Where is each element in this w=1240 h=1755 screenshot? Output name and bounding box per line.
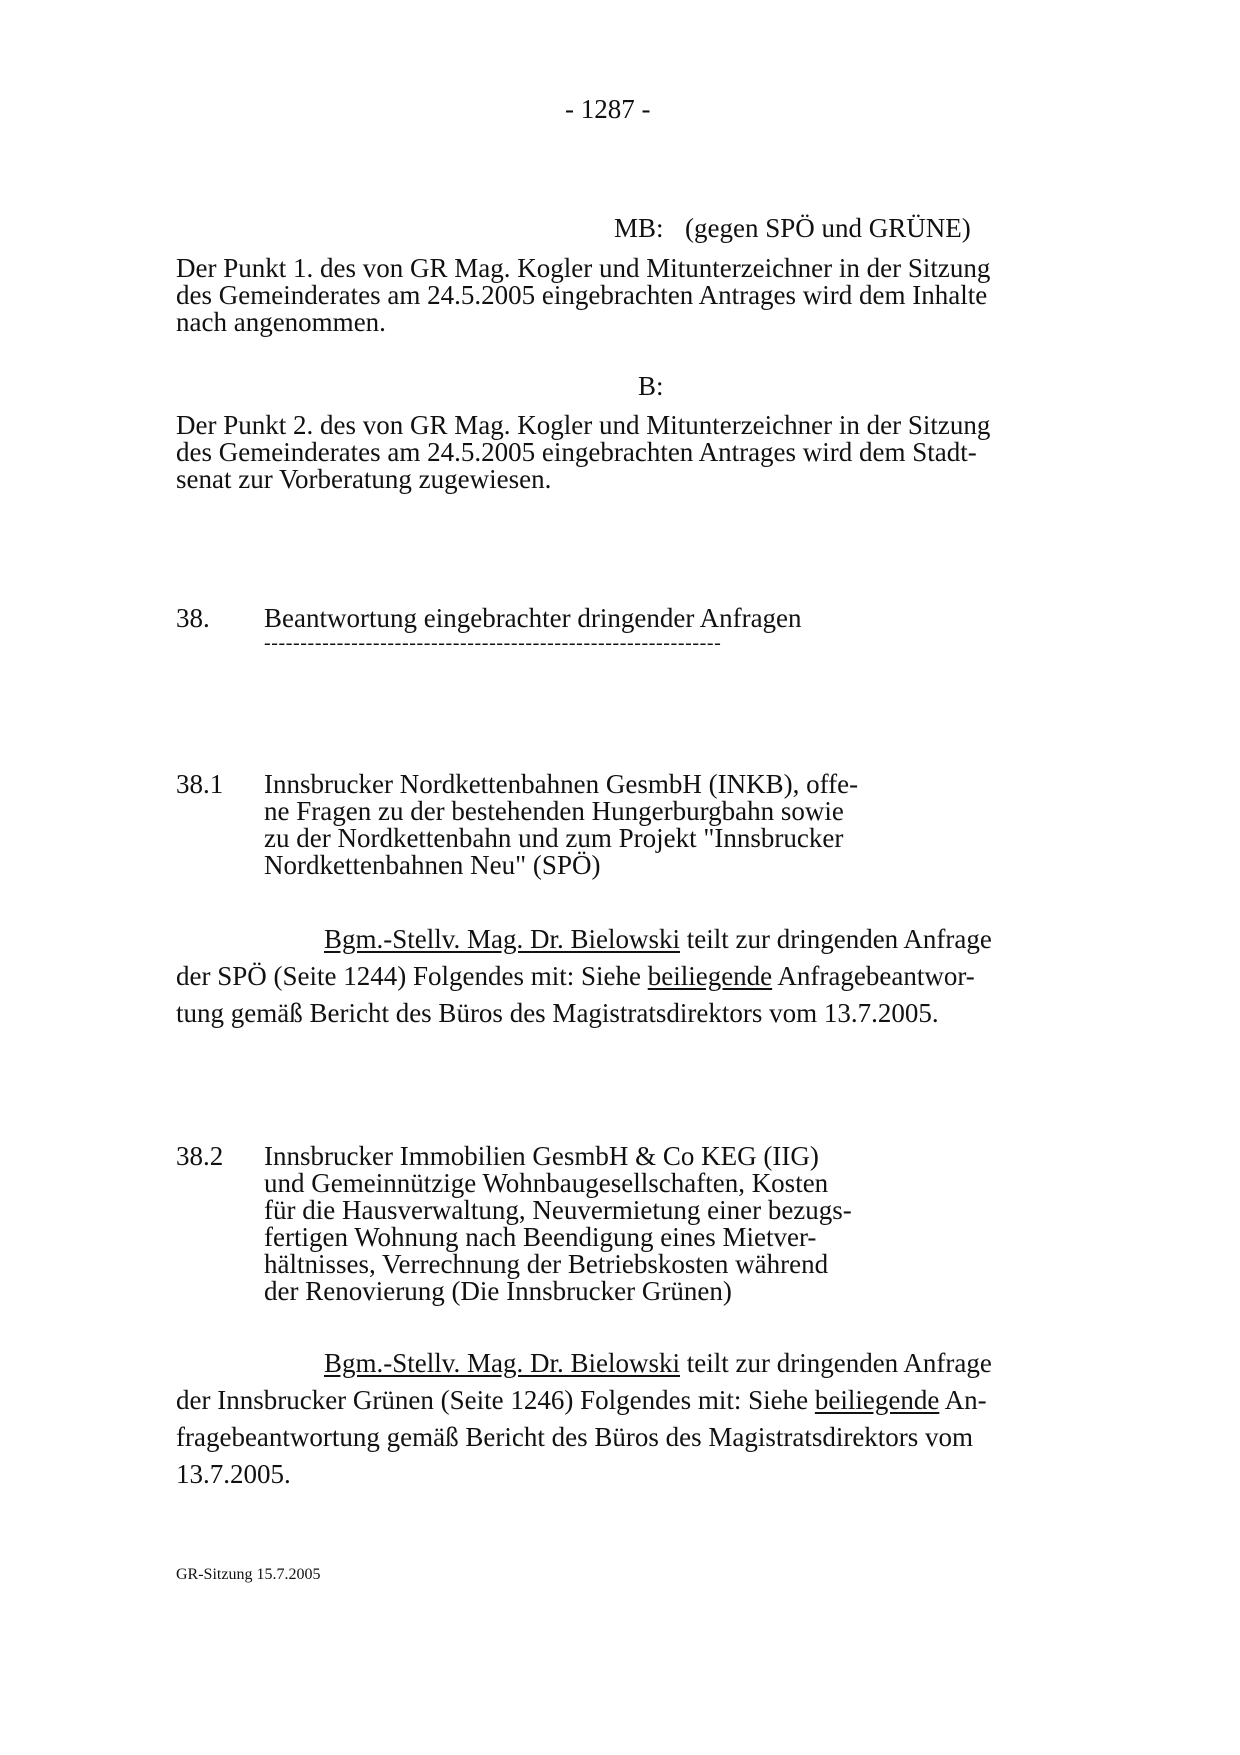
item-answer [176, 1345, 992, 1493]
title-line: Innsbrucker Immobilien GesmbH & Co KEG (IIG) [264, 1141, 819, 1171]
title-line: zu der Nordkettenbahn und zum Projekt "Innsbrucker [264, 823, 844, 853]
speaker-name: Bgm.-Stellv. Mag. Dr. Bielowski [324, 1348, 680, 1378]
title-line: und Gemeinnützige Wohnbaugesellschaften, Kosten [264, 1168, 829, 1198]
attachment-link[interactable]: beiliegende [814, 1385, 940, 1415]
vote-text [176, 412, 990, 493]
text-line: nach angenommen. [176, 307, 386, 337]
text-line: senat zur Vorberatung zugewiesen. [176, 464, 552, 494]
item-title [264, 1143, 852, 1305]
answer-text: der SPÖ (Seite 1244) Folgendes mit: Siehe [176, 961, 648, 991]
vote-label: MB: [614, 213, 664, 243]
answer-text: teilt zur dringenden Anfrage [680, 924, 992, 954]
item-title [264, 771, 858, 879]
title-line: Nordkettenbahnen Neu" (SPÖ) [264, 850, 601, 880]
text-line: des Gemeinderates am 24.5.2005 eingebrachten Antrages wird dem Inhalte [176, 280, 988, 310]
text-line: Der Punkt 2. des von GR Mag. Kogler und Mitunterzeichner in der Sitzung [176, 410, 991, 440]
title-line: hältnisses, Verrechnung der Betriebskosten während [264, 1249, 829, 1279]
section-rule: --------------------------------------------------------------- [264, 632, 722, 654]
section-title: Beantwortung eingebrachter dringender Anfragen [264, 603, 802, 633]
vote-text [176, 255, 990, 336]
answer-text: fragebeantwortung gemäß Bericht des Büros des Magistratsdirektors vom [176, 1422, 974, 1452]
title-line: Innsbrucker Nordkettenbahnen GesmbH (INKB), offe- [264, 769, 859, 799]
vote-label: B: [638, 371, 664, 401]
vote-note: (gegen SPÖ und GRÜNE) [685, 213, 971, 243]
text-line: Der Punkt 1. des von GR Mag. Kogler und Mitunterzeichner in der Sitzung [176, 253, 991, 283]
title-line: ne Fragen zu der bestehenden Hungerburgbahn sowie [264, 796, 844, 826]
attachment-link[interactable]: beiliegende [647, 961, 773, 991]
title-line: für die Hausverwaltung, Neuvermietung einer bezugs- [264, 1195, 852, 1225]
answer-text: 13.7.2005. [176, 1459, 291, 1489]
item-answer [176, 921, 992, 1032]
answer-text: teilt zur dringenden Anfrage [680, 1348, 992, 1378]
title-line: fertigen Wohnung nach Beendigung eines Mietver- [264, 1222, 817, 1252]
item-number: 38.1 [176, 769, 224, 799]
section-number: 38. [176, 603, 210, 633]
page-number: - 1287 - [565, 94, 651, 124]
answer-text: tung gemäß Bericht des Büros des Magistratsdirektors vom 13.7.2005. [176, 998, 939, 1028]
footer: GR-Sitzung 15.7.2005 [176, 1566, 321, 1583]
answer-text: der Innsbrucker Grünen (Seite 1246) Folgendes mit: Siehe [176, 1385, 815, 1415]
text-line: des Gemeinderates am 24.5.2005 eingebrachten Antrages wird dem Stadt- [176, 437, 977, 467]
title-line: der Renovierung (Die Innsbrucker Grünen) [264, 1276, 732, 1306]
speaker-name: Bgm.-Stellv. Mag. Dr. Bielowski [324, 924, 680, 954]
answer-text: An- [939, 1385, 987, 1415]
item-number: 38.2 [176, 1141, 224, 1171]
answer-text: Anfragebeantwor- [772, 961, 975, 991]
